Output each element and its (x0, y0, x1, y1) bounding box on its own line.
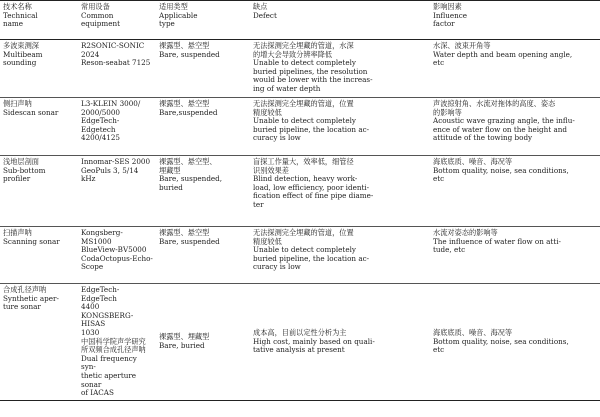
cell-line: Scanning sonar (3, 236, 60, 246)
cell-line: 侧扫声呐 (3, 99, 32, 108)
cell-line: etc (433, 174, 445, 184)
cell-defect (250, 40, 430, 98)
cell-line: 裸露型、悬空型 (159, 99, 210, 108)
header-zh: 常用设备 (81, 2, 110, 11)
cell-type (156, 227, 250, 284)
cell-line: Multibeam (3, 49, 43, 59)
cell-line: tative analysis at present (253, 345, 345, 355)
header-en: type (159, 19, 175, 29)
header-defect (250, 1, 430, 40)
header-en: Influence (433, 10, 468, 20)
header-zh: 影响因素 (433, 2, 462, 11)
header-en: Common (81, 10, 114, 20)
cell-line: Bare, buried (159, 340, 205, 350)
cell-line: 浅地层剖面 (3, 157, 39, 166)
cell-line: 的增大会导致分辨率降低 (253, 49, 333, 59)
header-en: Applicable (159, 10, 198, 20)
cell-line: etc (433, 345, 445, 355)
cell-line: 裸露型、悬空型 (159, 228, 210, 237)
cell-line: 所双频合成孔径声呐 (81, 345, 146, 355)
cell-line: Unable to detect completely (253, 116, 356, 126)
cell-line: Reson-seabat 7125 (81, 58, 151, 68)
cell-equipment (78, 227, 156, 284)
cell-line: load, low efficiency, poor identi- (253, 182, 370, 192)
cell-type (156, 98, 250, 156)
cell-line: Bottom quality, noise, sea conditions, (433, 336, 569, 346)
cell-line: 盲探工作量大，效率低，细管径 (253, 157, 354, 166)
header-zh: 技术名称 (3, 2, 32, 11)
cell-line: 精度较低 (253, 107, 282, 117)
cell-line: CodaOctopus-Echo- (81, 253, 153, 263)
cell-line: Bottom quality, noise, sea conditions, (433, 165, 569, 175)
cell-line: 水流对姿态的影响等 (433, 228, 498, 237)
cell-line: ture sonar (3, 302, 41, 312)
cell-influence-factor (430, 227, 600, 284)
cell-line: 埋藏型 (159, 165, 181, 175)
cell-line: Sidescan sonar (3, 107, 59, 117)
table-row (0, 284, 600, 401)
cell-line: BlueView-BV5000 (81, 245, 147, 255)
cell-line: 海底底质、噪音、海况等 (433, 157, 513, 166)
cell-type (156, 284, 250, 401)
header-applicable-type (156, 1, 250, 40)
cell-line: GeoPuls 3, 5/14 kHz (81, 165, 139, 184)
cell-line: 裸露型、悬空型、 (159, 157, 217, 166)
cell-line: The influence of water flow on atti- (433, 236, 561, 246)
cell-line: curacy is low (253, 262, 301, 272)
cell-line: tude, etc (433, 245, 466, 255)
cell-line: 裸露型、埋藏型 (159, 332, 210, 342)
cell-line: Unable to detect completely (253, 58, 356, 68)
cell-influence-factor (430, 156, 600, 227)
cell-line: Kongsberg-MS1000 (81, 228, 123, 246)
cell-line: Unable to detect completely (253, 245, 356, 255)
header-row (0, 1, 600, 40)
header-influence-factor (430, 1, 600, 40)
cell-line: 2024 (81, 49, 100, 59)
cell-line: 精度较低 (253, 236, 282, 246)
cell-line: curacy is low (253, 133, 301, 143)
cell-line: KONGSBERG-HISAS (81, 310, 134, 329)
cell-line: 无法探测完全埋藏的管道，位置 (253, 228, 354, 237)
cell-line: Bare,suspended (159, 107, 218, 117)
cell-line: 多波束测深 (3, 41, 39, 50)
cell-defect (250, 227, 430, 284)
cell-technical-name (0, 284, 78, 401)
cell-line: 合成孔径声呐 (3, 285, 47, 294)
cell-line: of IACAS (81, 388, 114, 398)
cell-line: attitude of the towing body (433, 133, 533, 143)
cell-line: 裸露型、悬空型 (159, 41, 210, 50)
cell-line: EdgeTech-EdgeTech (81, 285, 120, 303)
header-zh: 缺点 (253, 2, 268, 11)
cell-line: Synthetic aper- (3, 293, 59, 303)
cell-line: Dual frequency syn- (81, 353, 137, 372)
cell-line: ter (253, 199, 264, 209)
header-en: name (3, 19, 23, 29)
cell-line: Scope (81, 262, 104, 272)
cell-line: 成本高，目前以定性分析为主 (253, 327, 347, 337)
cell-line: R2SONIC-SONIC (81, 41, 145, 50)
header-en: Technical (3, 10, 38, 20)
cell-line: Bare, suspended (159, 49, 220, 59)
cell-line: Blind detection, heavy work- (253, 174, 358, 184)
cell-type (156, 40, 250, 98)
cell-equipment (78, 156, 156, 227)
header-common-equipment (78, 1, 156, 40)
cell-line: 扫描声呐 (3, 228, 32, 237)
header-en: Defect (253, 10, 277, 20)
cell-line: 4400 (81, 302, 100, 312)
cell-line: ing of water depth (253, 83, 321, 93)
cell-line: 声波掠射角、水流对拖体的高度、姿态 (433, 99, 556, 108)
header-technical-name (0, 1, 78, 40)
cell-technical-name (0, 98, 78, 156)
cell-technical-name (0, 156, 78, 227)
cell-line: 识别效果差 (253, 165, 289, 175)
header-en: factor (433, 19, 455, 29)
cell-line: thetic aperture sonar (81, 370, 137, 389)
cell-equipment (78, 98, 156, 156)
cell-line: 无法探测完全埋藏的管道，位置 (253, 99, 354, 108)
cell-defect (250, 156, 430, 227)
header-zh: 适用类型 (159, 2, 188, 11)
cell-defect (250, 98, 430, 156)
cell-defect (250, 284, 430, 401)
cell-line: sounding (3, 58, 37, 68)
cell-line: 的影响等 (433, 107, 462, 117)
cell-line: L3-KLEIN 3000/ (81, 99, 141, 108)
cell-line: fication effect of fine pipe diame- (253, 191, 374, 201)
cell-line: ence of water flow on the height and (433, 124, 567, 134)
cell-line: 水深、波束开角等 (433, 41, 491, 50)
cell-type (156, 156, 250, 227)
cell-equipment (78, 40, 156, 98)
cell-line: buried (159, 182, 183, 192)
cell-line: would be lower with the increas- (253, 75, 373, 85)
cell-line: etc (433, 58, 445, 68)
cell-line: buried pipeline, the location ac- (253, 253, 370, 263)
table-row (0, 98, 600, 156)
table-row (0, 40, 600, 98)
cell-line: buried pipelines, the resolution (253, 66, 368, 76)
cell-technical-name (0, 227, 78, 284)
cell-technical-name (0, 40, 78, 98)
cell-line: buried pipeline, the location ac- (253, 124, 370, 134)
cell-line: Sub-bottom (3, 165, 46, 175)
cell-line: Water depth and beam opening angle, (433, 49, 573, 59)
cell-line: Bare, suspended (159, 236, 220, 246)
cell-line: Innomar-SES 2000 (81, 157, 151, 166)
cell-line: 2000/5000 (81, 107, 121, 117)
cell-line: EdgeTech-Edgetech (81, 116, 120, 134)
cell-influence-factor (430, 40, 600, 98)
cell-influence-factor (430, 284, 600, 401)
cell-line: High cost, mainly based on quali- (253, 336, 375, 346)
cell-influence-factor (430, 98, 600, 156)
cell-line: 1030 (81, 327, 100, 337)
cell-line: Acoustic wave grazing angle, the influ- (433, 116, 575, 126)
cell-line: 无法探测完全埋藏的管道，水深 (253, 41, 354, 50)
cell-equipment (78, 284, 156, 401)
header-en: equipment (81, 19, 120, 29)
cell-line: 4200/4125 (81, 133, 121, 143)
table-row (0, 156, 600, 227)
cell-line: 中国科学院声学研究 (81, 336, 146, 346)
cell-line: Bare, suspended, (159, 174, 223, 184)
cell-line: profiler (3, 174, 31, 184)
table-row (0, 227, 600, 284)
cell-line: 海底底质、噪音、海况等 (433, 327, 513, 337)
